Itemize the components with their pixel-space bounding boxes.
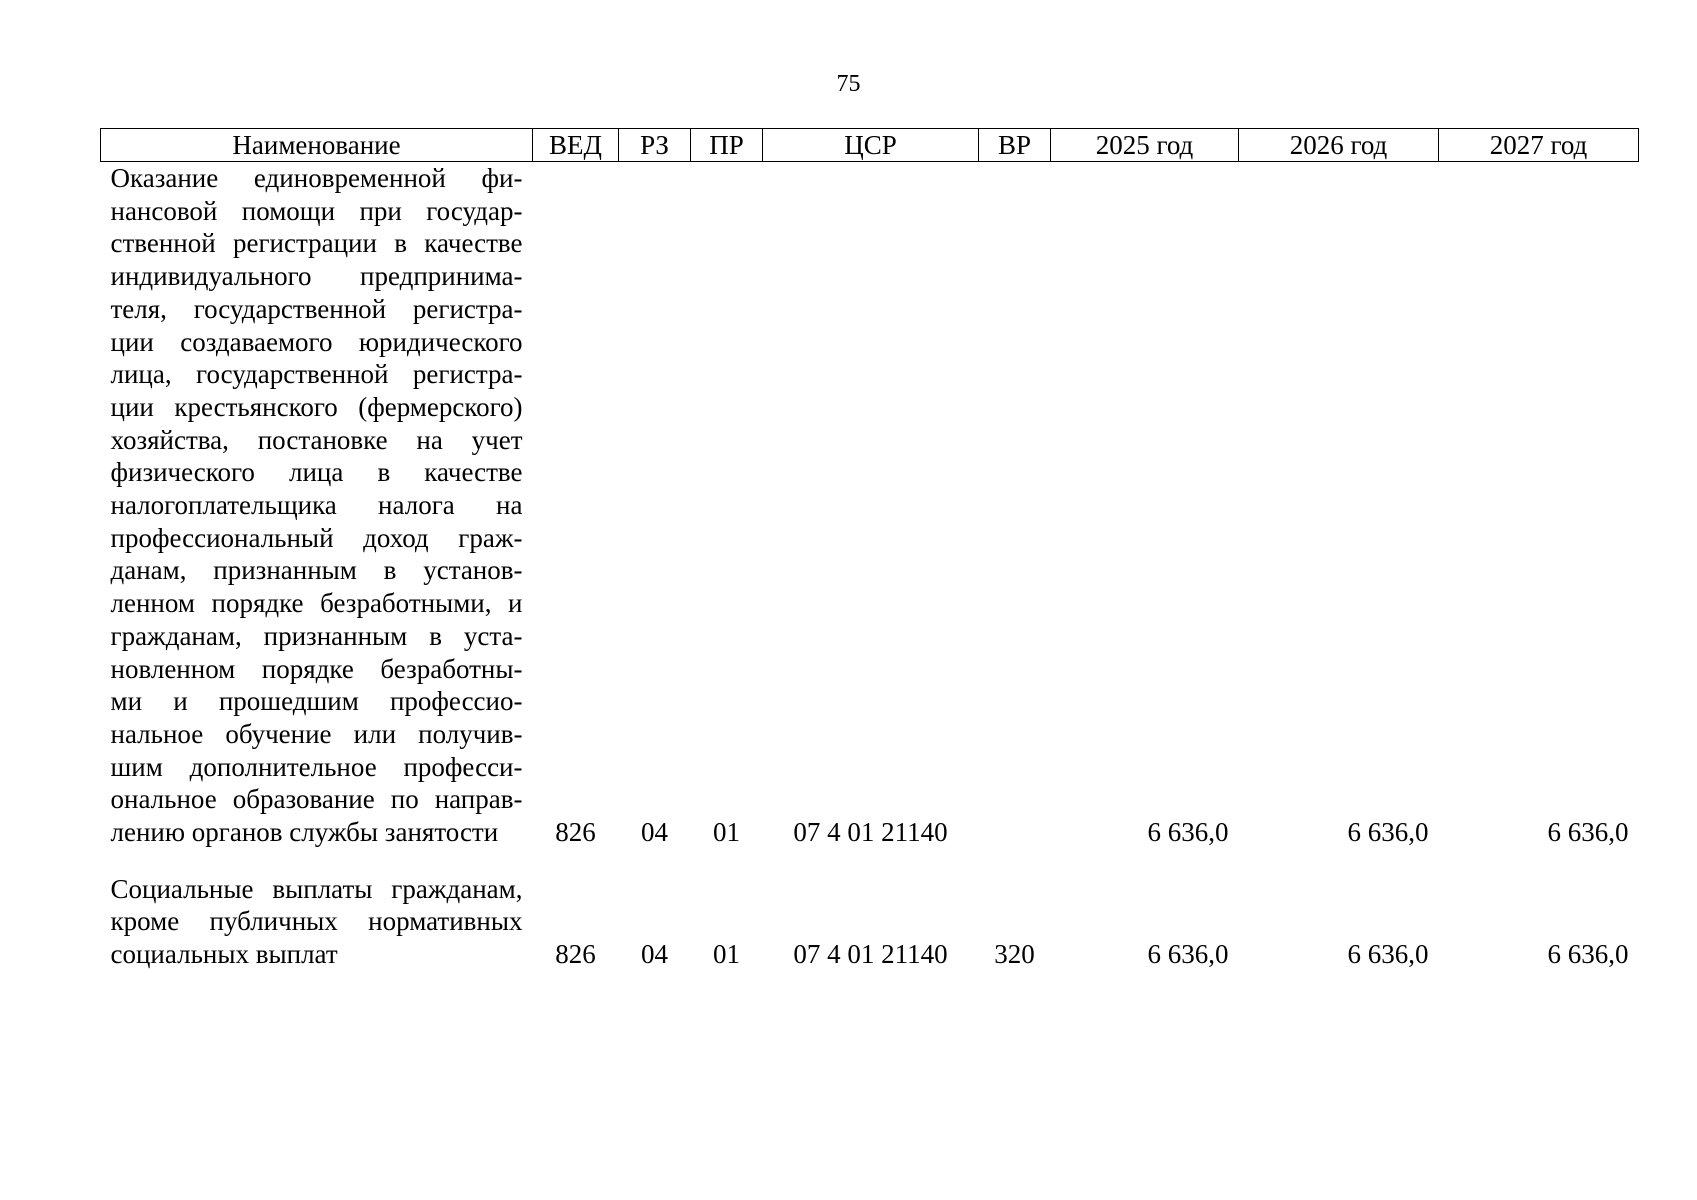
header-2026: 2026 год	[1239, 129, 1439, 162]
name-line: ции создаваемого юридического	[110, 326, 523, 357]
name-line: Оказание единовременной фи-	[110, 163, 523, 193]
name-line: лению органов службы занятости	[110, 817, 499, 848]
name-line-split-b: ональное образование по направ-	[110, 784, 523, 815]
cell-2026: 6 636,0	[1347, 939, 1429, 970]
name-line: налогоплательщика налога на	[110, 490, 523, 521]
name-line: социальных выплат	[110, 939, 338, 970]
cell-2027: 6 636,0	[1547, 817, 1629, 848]
header-name: Наименование	[101, 129, 533, 162]
row-name	[101, 162, 533, 849]
name-line-split-a: шим дополнительное професси-	[110, 751, 523, 782]
header-2025: 2025 год	[1051, 129, 1239, 162]
name-line: хозяйства, постановке на учет	[110, 424, 523, 455]
name-line: теля, государственной регистра-	[110, 293, 523, 324]
name-line: Социальные выплаты гражданам,	[110, 873, 523, 904]
name-line: нансовой помощи при государ-	[110, 195, 523, 226]
cell-csr: 07 4 01 21140	[793, 817, 948, 848]
cell-2027: 6 636,0	[1547, 939, 1629, 970]
cell-csr: 07 4 01 21140	[793, 939, 948, 970]
cell-ved: 826	[555, 817, 596, 848]
row-name	[101, 849, 533, 971]
header-pr: ПР	[691, 129, 763, 162]
name-line: новленном порядке безработны-	[110, 653, 523, 684]
cell-2025: 6 636,0	[1147, 817, 1229, 848]
name-line: данам, признанным в установ-	[110, 555, 523, 586]
table-header	[101, 129, 1639, 162]
header-2027: 2027 год	[1439, 129, 1639, 162]
header-ved: ВЕД	[533, 129, 619, 162]
cell-rz: 04	[641, 817, 668, 848]
budget-table	[100, 128, 1639, 971]
cell-ved: 826	[555, 939, 596, 970]
page-number: 75	[836, 71, 861, 97]
name-line: гражданам, признанным в уста-	[110, 620, 523, 651]
name-line: лица, государственной регистра-	[110, 359, 523, 390]
name-line: ции крестьянского (фермерского)	[110, 391, 523, 422]
cell-pr: 01	[713, 939, 740, 970]
cell-vr	[979, 162, 1051, 849]
name-line: физического лица в качестве	[110, 457, 523, 488]
name-line: профессиональный доход граж-	[110, 522, 523, 553]
cell-rz: 04	[641, 939, 668, 970]
header-csr: ЦСР	[763, 129, 979, 162]
name-line: нальное обучение или получив-	[110, 718, 523, 749]
name-line: ленном порядке безработными, и	[110, 588, 523, 619]
name-line: ми и прошедшим профессио-	[110, 686, 523, 717]
name-line: кроме публичных нормативных	[110, 906, 523, 937]
name-line: индивидуального предпринима-	[110, 261, 523, 292]
cell-2026: 6 636,0	[1347, 817, 1429, 848]
cell-vr: 320	[994, 939, 1035, 970]
header-rz: РЗ	[619, 129, 691, 162]
cell-2025: 6 636,0	[1147, 939, 1229, 970]
cell-pr: 01	[713, 817, 740, 848]
header-vr: ВР	[979, 129, 1051, 162]
table-row	[101, 849, 1639, 971]
name-line: ственной регистрации в качестве	[110, 228, 523, 259]
table-row	[101, 162, 1639, 849]
